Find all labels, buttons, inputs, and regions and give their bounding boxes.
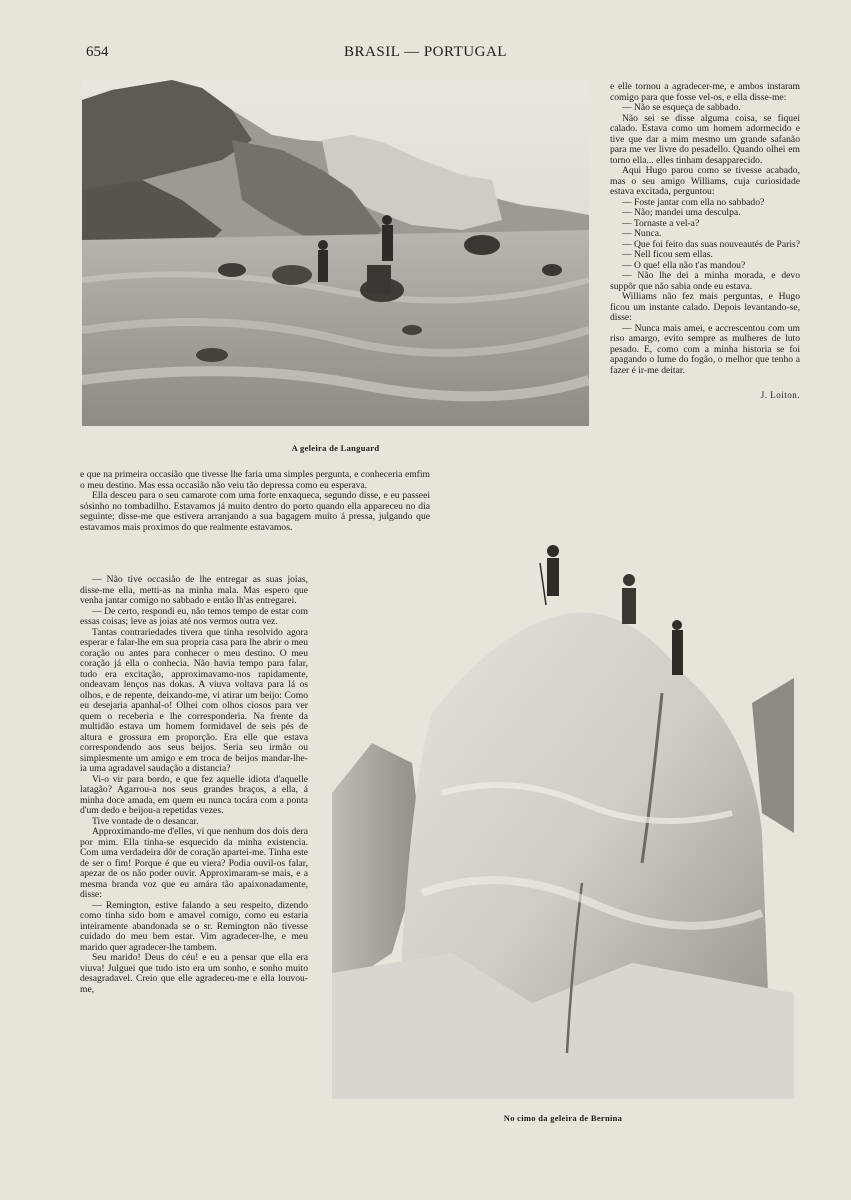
paragraph: Tantas contrariedades tivera que tinha resolvido agora esperar e falar-lhe em sua propria casa para lhe abrir o meu coração ou antes para conhecer o meu destino. O meu coração já ella o conhecia. Não havia tempo para falar, tudo era excitação, approximavamo-nos rapidamente, ondeavam lenços nas dokas. A viuva voltava para lá os olhos, e de repente, deixando-me, vi atirar um beijo: Como eu desejaria apanhal-o! Olhei com olhos ciosos para ver quem o receberia e lhe corresponderia. Na frente da multidão estava um homem formidavel de seis pés de altura e grossura em proporção. Era elle que estava correspondendo aos seus beijos. Seria seu irmão ou simplesmente um amigo e em troca de beijos mandar-lhe-ia uma agradavel saudação a distancia?	[80, 626, 308, 774]
paragraph: — Remington, estive falando a seu respeito, dizendo como tinha sido bom e amavel comigo, como eu estaria inteiramente abandonada se o sr. Remington não tivesse cuidado do meu bem estar. Vim agradecer-lhe, e meu marido quer agradecer-lhe tambem.	[80, 899, 308, 953]
paragraph: — Nell ficou sem ellas.	[622, 249, 713, 260]
paragraph: — O que! ella não t'as mandou?	[622, 259, 746, 271]
paragraph: — Não lhe dei a minha morada, e devo suppôr que não sabia onde eu estava.	[610, 270, 800, 292]
paragraph: — Foste jantar com ella no sabbado?	[622, 196, 765, 208]
photo-bernina-glacier	[332, 533, 794, 1099]
paragraph: e elle tornou a agradecer-me, e ambos instaram comigo para que fosse vel-os, e ella disse-me:	[610, 81, 800, 103]
paragraph: Williams não fez mais perguntas, e Hugo ficou um instante calado. Depois levantando-se, disse:	[610, 291, 800, 323]
paragraph: Não sei se disse alguma coisa, se fiquei calado. Estava como um homem adormecido e tive que dar a mim mesmo um grande safanão para me ver livre do pesadello. Quando olhei em torno ella... elles tinham desapparecido.	[610, 112, 800, 166]
paragraph: — Nunca mais amei, e accrescentou com um riso amargo, evito sempre as mulheres de luto pesado. E, como com a minha historia se foi apagando o lume do fogão, o melhor que tenho a fazer é ir-me deitar.	[610, 322, 800, 376]
paragraph: Approximando-me d'elles, vi que nenhum dos dois dera por mim. Ella tinha-se esquecido da minha existencia. Com uma verdadeira dôr de coração apartei-me. Tinha este de ser o fim! Porque é que eu viera? Podia ouvil-os falar, apezar de os não poder ouvir. Approximaram-se mais, e a mesma branda voz que eu amára tão apaixonadamente, disse:	[80, 826, 308, 900]
photo-languard-glacier	[82, 80, 589, 426]
paragraph: — Nunca.	[622, 228, 662, 239]
paragraph: Vi-o vir para bordo, e que fez aquelle idiota d'aquelle latagão? Agarrou-a nos seus grandes braços, a ella, á minha doce amada, em quem eu nunca tocára com a ponta d'um dedo e beijou-a repetidas vezes.	[80, 773, 308, 816]
caption-bernina: No cimo da geleira de Bernina	[503, 1113, 623, 1123]
paragraph: — Tornaste a vel-a?	[622, 217, 700, 229]
paragraph: — Não se esqueça de sabbado.	[622, 102, 741, 113]
paragraph: — Não tive occasião de lhe entregar as suas joias, disse-me ella, metti-as na minha mala. Mas espero que venha jantar comigo no sabbado e então lh'as entregarei.	[80, 574, 308, 606]
author-signature: J. Loiton.	[760, 390, 800, 400]
running-title: BRASIL — PORTUGAL	[344, 44, 507, 60]
glacier-landscape-image	[82, 80, 589, 426]
paragraph: — Que foi feito das suas nouveautés de Paris?	[622, 238, 800, 250]
paragraph: — De certo, respondi eu, não temos tempo de estar com essas coisas; leve as joias até nos vermos outra vez.	[80, 605, 308, 627]
paragraph: Tive vontade de o desancar.	[92, 815, 199, 827]
wide-text-block	[80, 470, 430, 533]
paragraph: Ella desceu para o seu camarote com uma forte enxaqueca, segundo disse, e eu passeei sósinho no tombadilho. Estavamos já muito dentro do porto quando ella appareceu no dia seguinte; disse-me que estivera arranjando a sua bagagem muito á pressa, julgando que estavamos mais proximos do que realmente estavamos.	[80, 490, 430, 533]
right-text-column	[610, 82, 800, 401]
ice-block-climbers-image	[332, 533, 794, 1099]
paragraph: — Não; mandei uma desculpa.	[622, 207, 741, 218]
paragraph: Seu marido! Deus do céu! e eu a pensar que ella era viuva! Julguei que tudo isto era um sonho, e sonho muito desagradavel. Creio que elle agradeceu-me e ella louvou-me,	[80, 952, 308, 995]
left-text-column	[80, 575, 308, 995]
paragraph: e que na primeira occasião que tivesse lhe faria uma simples pergunta, e conheceria emfim o meu destino. Mas essa occasião não veiu tão depressa como eu esperava.	[80, 469, 430, 491]
page-number: 654	[86, 44, 109, 60]
caption-languard: A geleira de Languard	[291, 443, 380, 453]
paragraph: Aqui Hugo parou como se tivesse acabado, mas o seu amigo Williams, cuja curiosidade estava excitada, perguntou:	[610, 165, 800, 197]
